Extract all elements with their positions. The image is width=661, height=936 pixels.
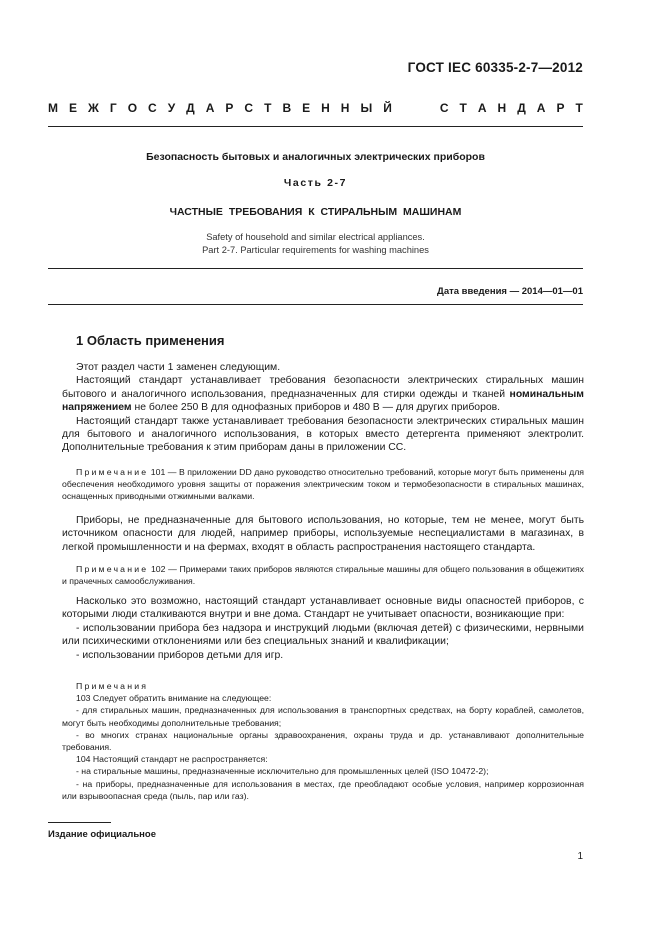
note-label: Примечание [76, 564, 149, 574]
banner-gap [403, 101, 429, 115]
note-item: - во многих странах национальные органы здравоохранения, охраны труда и др. устанавливают дополнительные требования. [62, 729, 584, 753]
top-divider [48, 126, 583, 127]
term-bold: номинальным напряжением [62, 388, 584, 414]
banner-letter: В [282, 101, 292, 115]
english-title-line: Safety of household and similar electrical appliances. [206, 232, 425, 242]
banner-letter: А [205, 101, 215, 115]
part-number: Часть 2-7 [283, 177, 348, 189]
standard-id: ГОСТ IEC 60335-2-7—2012 [407, 60, 583, 75]
note-item: 103 Следует обратить внимание на следующее: [76, 693, 272, 704]
page-number: 1 [577, 851, 583, 862]
note-item: - для стиральных машин, предназначенных для использования в транспортных средствах, на борту кораблей, самолетов, могут быть необходимы дополнительные требования; [62, 705, 584, 728]
paragraph: Насколько это возможно, настоящий стандарт устанавливает основные виды опасностей приборов, с которыми люди сталкиваются внутри и вне дома. Стандарт не учитывает опасности, возникающие при: [62, 596, 584, 621]
interstate-standard-banner [48, 101, 583, 115]
banner-letter: Р [225, 101, 234, 115]
mid-divider [48, 268, 583, 269]
document-subtitle: ЧАСТНЫЕ ТРЕБОВАНИЯ К СТИРАЛЬНЫМ МАШИНАМ [169, 206, 462, 218]
section-body-1 [62, 361, 584, 455]
note-item: - на приборы, предназначенные для использования в местах, где преобладают особые условия, например коррозионная или взрывоопасная среда (пыль, пар или газ). [62, 778, 584, 801]
notes-103-104 [62, 680, 584, 802]
banner-letter: Ы [360, 101, 373, 115]
note-102 [62, 563, 584, 587]
banner-letter: Е [302, 101, 311, 115]
paragraph: Приборы, не предназначенные для бытового использования, но которые, тем не менее, могут быть источником опасности для людей, например приборы, используемые неспециалистами в магазинах, в легкой промышленности и на фермах, входят в область распространения настоящего стандарта. [62, 515, 584, 553]
banner-letter: Т [575, 101, 583, 115]
list-item: - использовании прибора без надзора и инструкций людьми (включая детей) с физическими, нервными или психическими отклонениями или без специальных знаний и квалификации; [62, 622, 584, 648]
banner-letter: Н [321, 101, 330, 115]
document-title: Безопасность бытовых и аналогичных электрических приборов [146, 151, 485, 163]
banner-letter: М [48, 101, 58, 115]
note-101 [62, 466, 584, 503]
note-item: - на стиральные машины, предназначенные исключительно для промышленных целей (ISO 10472-2); [76, 766, 489, 777]
notes-label: Примечания [76, 681, 149, 691]
banner-letter: Ж [88, 101, 99, 115]
paragraph [62, 374, 584, 414]
banner-letter: Е [69, 101, 78, 115]
banner-letter: А [536, 101, 546, 115]
paragraph-text: Настоящий стандарт устанавливает требования безопасности электрических стиральных машин бытового и аналогичного использования, предназначенных для стирки одежды и тканей [62, 375, 584, 400]
date-divider [48, 304, 583, 305]
note-item: 104 Настоящий стандарт не распространяется: [76, 754, 268, 765]
banner-letter: С [148, 101, 157, 115]
edition-label: Издание официальное [48, 829, 156, 840]
paragraph: Настоящий стандарт также устанавливает требования безопасности электрических стиральных машин для бытового и аналогичного использования, в которых вместо детергента применяют электролит. Дополнительные требования к этим приборам даны в приложении CC. [62, 415, 584, 454]
banner-letter: С [244, 101, 254, 115]
banner-letter: Н [497, 101, 507, 115]
banner-letter: Д [186, 101, 195, 115]
section-heading: 1 Область применения [76, 333, 225, 348]
english-title [48, 231, 583, 257]
paragraph-text: не более 250 В для однофазных приборов и 480 В — для других приборов. [131, 402, 501, 414]
section-body-2 [62, 514, 584, 554]
banner-letter: С [439, 101, 449, 115]
banner-letter: Т [459, 101, 467, 115]
banner-letter: А [477, 101, 487, 115]
banner-letter: Т [264, 101, 272, 115]
section-body-3 [62, 595, 584, 662]
list-item: - использовании приборов детьми для игр. [76, 649, 284, 661]
banner-letter: Г [109, 101, 117, 115]
banner-letter: О [127, 101, 138, 115]
footer-divider [48, 822, 111, 823]
note-label: Примечание [76, 467, 149, 477]
banner-letter: Й [383, 101, 392, 115]
banner-letter: Д [517, 101, 526, 115]
banner-letter: У [167, 101, 176, 115]
paragraph: Этот раздел части 1 заменен следующим. [76, 362, 281, 373]
english-title-line: Part 2-7. Particular requirements for washing machines [202, 245, 429, 255]
banner-letter: Р [556, 101, 565, 115]
introduction-date: Дата введения — 2014—01—01 [437, 286, 583, 297]
note-text: 102 — Примерами таких приборов являются стиральные машины для общего пользования в общежитиях и прачечных самообслуживания. [62, 564, 584, 587]
note-text: 101 — В приложении DD дано руководство относительно требований, которые могут быть применены для обеспечения необходимого уровня защиты от поражения электрическим током и термобезопасности в стиральных машинах, оснащенных приводными отжимными валками. [62, 467, 584, 502]
banner-letter: Н [340, 101, 350, 115]
